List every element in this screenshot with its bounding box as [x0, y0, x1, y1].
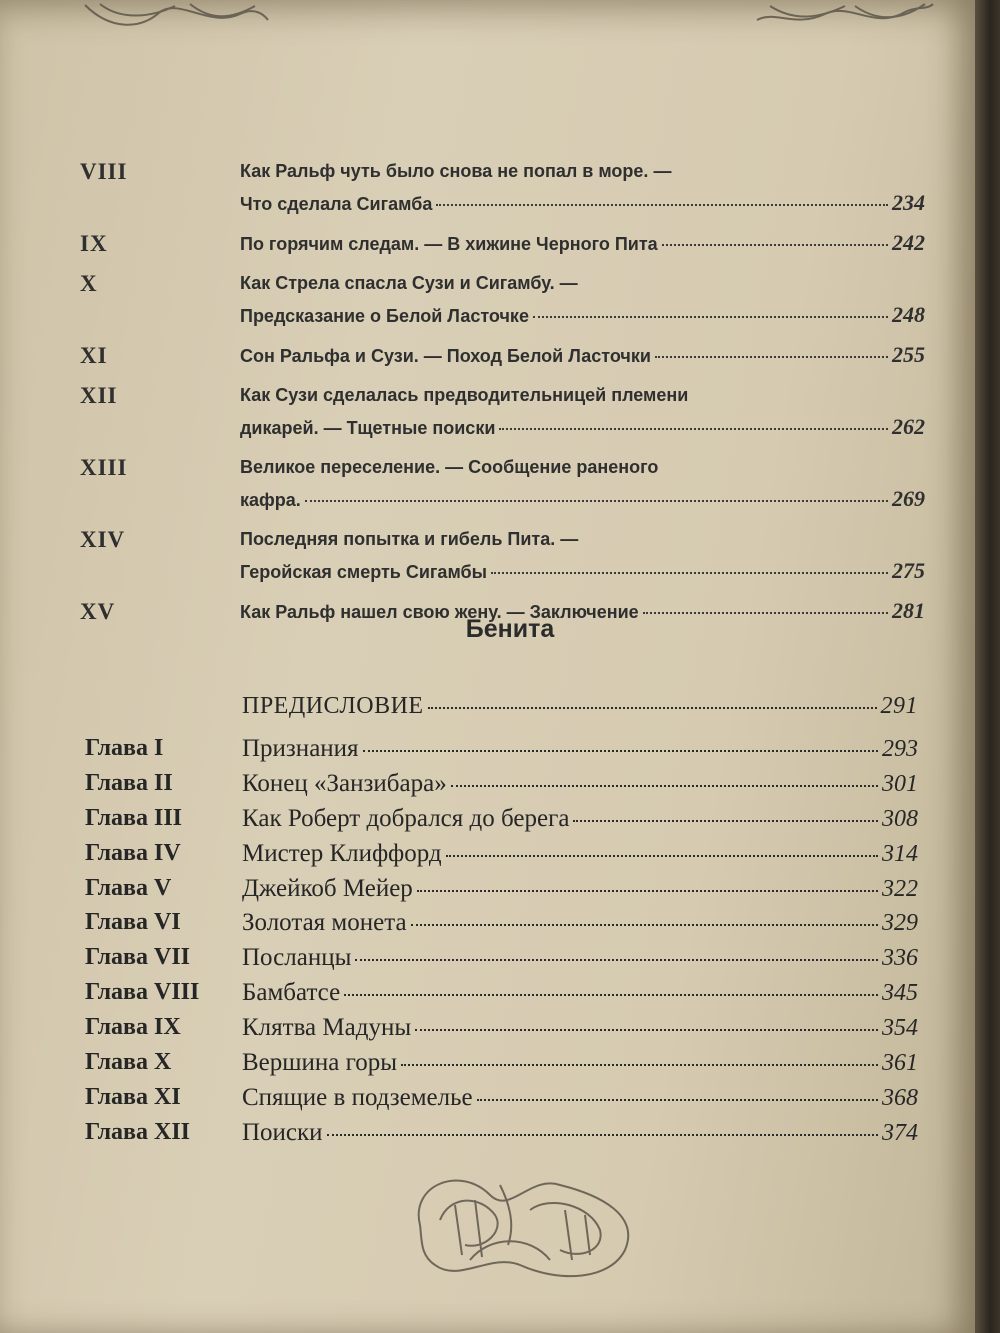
chapter-title-line: Последняя попытка и гибель Пита. — — [240, 529, 579, 549]
page-number: 329 — [882, 910, 918, 937]
contents-entry — [80, 523, 925, 588]
chapter-number: Глава IV — [85, 839, 181, 866]
leader-dots — [477, 1099, 878, 1101]
contents-entry — [80, 267, 925, 332]
contents-entry — [85, 1014, 918, 1049]
leader-dots — [662, 244, 888, 246]
contents-entry — [85, 805, 918, 840]
contents-entry — [85, 1049, 918, 1084]
preface-title: ПРЕДИСЛОВИЕ — [242, 693, 424, 719]
chapter-number: XII — [80, 383, 118, 408]
contents-entry — [85, 1084, 918, 1119]
chapter-number: IX — [80, 231, 108, 256]
page-number: 234 — [892, 190, 925, 215]
leader-dots — [491, 572, 888, 574]
chapter-title: Конец «Занзибара» — [242, 769, 447, 797]
chapter-title: Поиски — [242, 1118, 323, 1146]
page-number: 354 — [882, 1015, 918, 1042]
leader-dots — [363, 750, 878, 752]
chapter-number: Глава XI — [85, 1083, 181, 1110]
chapter-number: VIII — [80, 159, 128, 184]
chapter-title-line: дикарей. — Тщетные поиски — [240, 418, 496, 438]
chapter-title-line: Геройская смерть Сигамбы — [240, 562, 488, 582]
section-title: Бенита — [465, 615, 555, 643]
chapter-title-line: Как Сузи сделалась предводительницей племени — [240, 385, 689, 405]
leader-dots — [436, 204, 888, 206]
leader-dots — [643, 612, 888, 614]
chapter-title-line: Как Ральф чуть было снова не попал в море. — — [240, 161, 672, 181]
page-number: 293 — [882, 736, 918, 762]
leader-dots — [417, 890, 878, 892]
page-number: 336 — [882, 945, 918, 972]
leader-dots — [327, 1134, 878, 1136]
leader-dots — [499, 428, 888, 430]
chapter-number: XIV — [80, 527, 126, 552]
page-number: 345 — [882, 980, 918, 1007]
chapter-title: Мистер Клиффорд — [242, 839, 442, 867]
leader-dots — [415, 1029, 878, 1031]
chapter-number: Глава II — [85, 769, 173, 796]
leader-dots — [355, 959, 878, 961]
leader-dots — [573, 820, 878, 822]
contents-entry — [80, 155, 925, 220]
preface-page: 291 — [880, 693, 918, 719]
leader-dots — [411, 924, 878, 926]
chapter-number: XI — [80, 343, 108, 368]
page-number: 242 — [892, 230, 925, 255]
chapter-title: Джейкоб Мейер — [242, 874, 413, 902]
ornament-bottom-icon — [400, 1165, 645, 1285]
chapter-title: Как Роберт добрался до берега — [242, 804, 570, 832]
chapter-number: XIII — [80, 455, 128, 480]
chapter-number: Глава I — [85, 735, 164, 761]
chapter-title-line: По горячим следам. — В хижине Черного Пита — [240, 234, 658, 254]
chapter-title: Клятва Мадуны — [242, 1014, 412, 1042]
contents-entry — [85, 770, 918, 805]
page-number: 275 — [892, 558, 925, 583]
leader-dots — [344, 994, 878, 996]
chapter-number: XV — [80, 599, 116, 624]
leader-dots — [451, 785, 878, 787]
leader-dots — [446, 855, 878, 857]
contents-entry — [80, 451, 925, 516]
page-number: 314 — [882, 840, 918, 867]
chapter-title: Золотая монета — [242, 909, 407, 937]
contents-entry — [85, 1119, 918, 1154]
chapter-title-line: Как Стрела спасла Сузи и Сигамбу. — — [240, 273, 578, 293]
preface-entry — [242, 693, 918, 735]
book-spine — [975, 0, 1000, 1333]
chapter-title-line: Предсказание о Белой Ласточке — [240, 306, 529, 326]
contents-entry — [80, 227, 925, 260]
contents-entry — [85, 909, 918, 944]
ornament-top-right-icon — [755, 0, 935, 32]
leader-dots — [655, 356, 888, 358]
contents-entry — [85, 840, 918, 875]
chapter-title-line: кафра. — [240, 490, 301, 510]
chapter-number: Глава VIII — [85, 979, 200, 1006]
contents-entry — [80, 379, 925, 444]
contents-entry — [85, 979, 918, 1014]
chapter-number: Глава V — [85, 874, 172, 901]
contents-entry — [85, 944, 918, 979]
chapter-number: Глава VII — [85, 944, 190, 971]
page-number: 262 — [892, 414, 925, 439]
chapter-number: Глава IX — [85, 1014, 181, 1041]
chapter-title: Вершина горы — [242, 1049, 398, 1077]
contents-list-part-1 — [80, 155, 925, 635]
page-number: 281 — [892, 598, 925, 623]
contents-entry — [80, 339, 925, 372]
leader-dots — [305, 500, 888, 502]
leader-dots — [401, 1064, 878, 1066]
chapter-number: Глава X — [85, 1049, 172, 1076]
chapter-title: Бамбатсе — [242, 979, 341, 1007]
page-number: 255 — [892, 342, 925, 367]
contents-list-part-2 — [85, 693, 918, 1154]
chapter-number: X — [80, 271, 98, 296]
chapter-number: Глава XII — [85, 1118, 190, 1145]
chapter-title-line: Как Ральф нашел свою жену. — Заключение — [240, 602, 639, 622]
page-number: 374 — [882, 1119, 918, 1146]
page-number: 308 — [882, 805, 918, 832]
chapter-title-line: Великое переселение. — Сообщение раненого — [240, 457, 659, 477]
page-number: 269 — [892, 486, 925, 511]
chapter-title-line: Сон Ральфа и Сузи. — Поход Белой Ласточки — [240, 346, 651, 366]
page-number: 368 — [882, 1084, 918, 1111]
page-number: 248 — [892, 302, 925, 327]
chapter-title-line: Что сделала Сигамба — [240, 194, 433, 214]
chapter-number: Глава III — [85, 804, 183, 831]
contents-entry — [85, 875, 918, 910]
page-number: 361 — [882, 1050, 918, 1077]
chapter-title: Спящие в подземелье — [242, 1083, 473, 1111]
leader-dots — [533, 316, 888, 318]
contents-entry — [85, 735, 918, 770]
chapter-title: Признания — [242, 735, 359, 762]
chapter-number: Глава VI — [85, 909, 181, 936]
page-number: 301 — [882, 770, 918, 797]
leader-dots — [428, 707, 877, 709]
page-number: 322 — [882, 875, 918, 902]
ornament-top-left-icon — [80, 0, 270, 32]
chapter-title: Посланцы — [242, 944, 352, 972]
